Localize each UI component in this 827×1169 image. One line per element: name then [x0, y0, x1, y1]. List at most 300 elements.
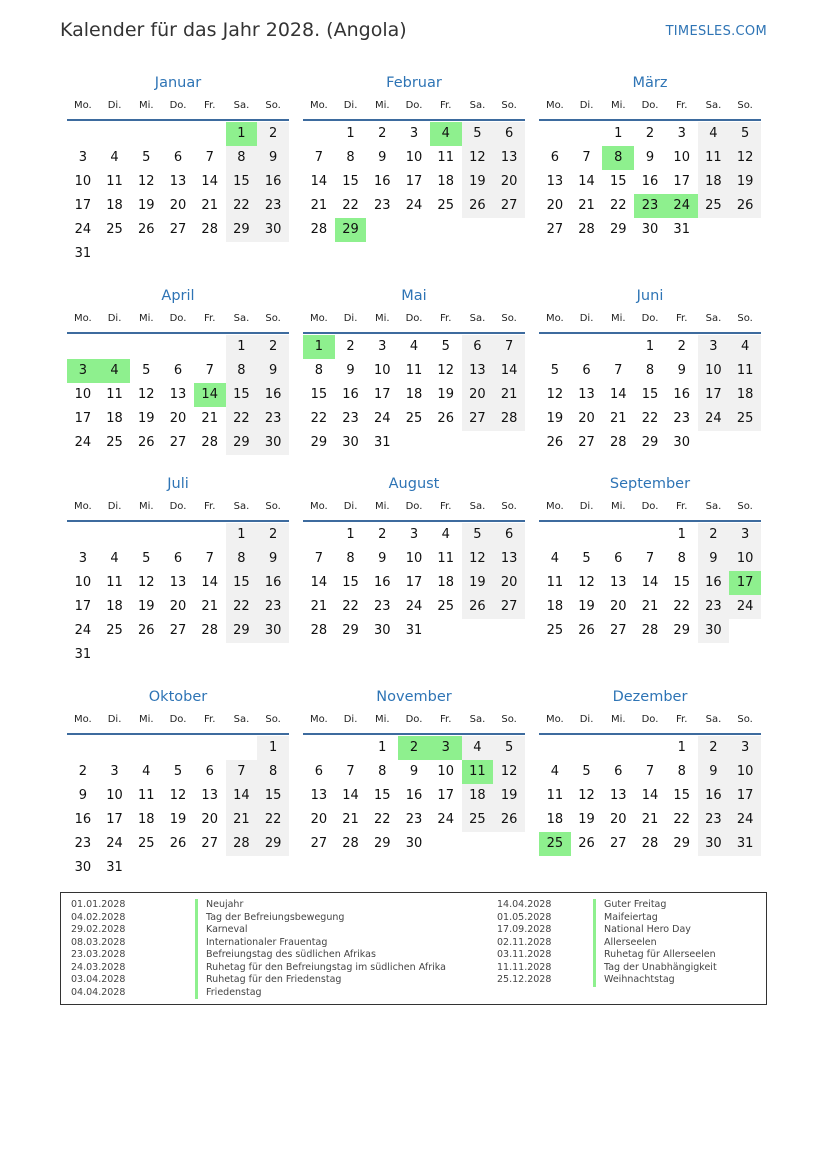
day-cell[interactable]: 26 — [578, 623, 595, 638]
day-cell[interactable]: 22 — [342, 198, 359, 213]
day-cell[interactable]: 13 — [493, 146, 525, 170]
day-cell[interactable]: 15 — [257, 784, 289, 808]
day-cell[interactable]: 26 — [493, 808, 525, 832]
day-cell[interactable]: 28 — [201, 222, 218, 237]
day-cell[interactable]: 16 — [698, 571, 730, 595]
day-cell[interactable]: 25 — [437, 198, 454, 213]
day-cell[interactable]: 10 — [106, 788, 123, 803]
day-cell[interactable]: 4 — [110, 551, 119, 566]
day-cell[interactable]: 7 — [226, 760, 258, 784]
day-cell[interactable]: 20 — [201, 812, 218, 827]
day-cell[interactable]: 6 — [173, 150, 183, 165]
day-cell[interactable]: 22 — [610, 198, 627, 213]
day-cell[interactable]: 1 — [226, 335, 258, 359]
day-cell[interactable]: 19 — [138, 198, 155, 213]
day-cell[interactable]: 8 — [677, 764, 686, 779]
day-cell[interactable]: 13 — [610, 575, 627, 590]
day-cell[interactable]: 3 — [698, 335, 730, 359]
day-cell[interactable]: 12 — [437, 363, 454, 378]
day-cell[interactable]: 12 — [578, 788, 595, 803]
day-cell-holiday[interactable]: 8 — [602, 146, 634, 170]
day-cell[interactable]: 23 — [257, 407, 289, 431]
day-cell[interactable]: 18 — [437, 575, 454, 590]
day-cell[interactable]: 23 — [74, 836, 92, 851]
day-cell[interactable]: 7 — [314, 551, 323, 566]
day-cell[interactable]: 17 — [374, 387, 391, 402]
day-cell[interactable]: 7 — [582, 150, 591, 165]
day-cell[interactable]: 15 — [310, 387, 328, 402]
day-cell[interactable]: 19 — [462, 571, 494, 595]
day-cell[interactable]: 29 — [374, 836, 391, 851]
day-cell[interactable]: 16 — [698, 784, 730, 808]
day-cell[interactable]: 4 — [698, 122, 730, 146]
day-cell[interactable]: 25 — [106, 435, 123, 450]
day-cell[interactable]: 18 — [546, 599, 564, 614]
day-cell[interactable]: 30 — [257, 619, 289, 643]
day-cell[interactable]: 19 — [462, 170, 494, 194]
day-cell[interactable]: 29 — [226, 619, 258, 643]
day-cell[interactable]: 27 — [201, 836, 218, 851]
day-cell[interactable]: 14 — [201, 575, 218, 590]
day-cell[interactable]: 24 — [106, 836, 123, 851]
day-cell[interactable]: 22 — [226, 407, 258, 431]
day-cell[interactable]: 20 — [493, 571, 525, 595]
day-cell[interactable]: 19 — [169, 812, 187, 827]
day-cell[interactable]: 23 — [257, 595, 289, 619]
day-cell[interactable]: 27 — [462, 407, 494, 431]
day-cell[interactable]: 29 — [257, 832, 289, 856]
day-cell[interactable]: 27 — [546, 222, 564, 237]
day-cell[interactable]: 30 — [673, 435, 690, 450]
day-cell[interactable]: 26 — [138, 623, 155, 638]
day-cell[interactable]: 21 — [610, 411, 627, 426]
day-cell[interactable]: 21 — [578, 198, 595, 213]
day-cell[interactable]: 23 — [673, 411, 690, 426]
day-cell[interactable]: 30 — [257, 218, 289, 242]
day-cell[interactable]: 3 — [78, 551, 87, 566]
day-cell[interactable]: 17 — [106, 812, 123, 827]
day-cell[interactable]: 11 — [546, 788, 564, 803]
day-cell[interactable]: 26 — [437, 411, 454, 426]
day-cell[interactable]: 6 — [205, 764, 214, 779]
day-cell[interactable]: 14 — [493, 359, 525, 383]
day-cell-holiday[interactable]: 24 — [666, 194, 698, 218]
day-cell[interactable]: 9 — [677, 363, 686, 378]
day-cell[interactable]: 5 — [582, 551, 591, 566]
day-cell[interactable]: 16 — [257, 383, 289, 407]
day-cell[interactable]: 31 — [74, 647, 92, 662]
day-cell[interactable]: 24 — [74, 623, 92, 638]
day-cell[interactable]: 6 — [462, 335, 494, 359]
day-cell[interactable]: 19 — [546, 411, 564, 426]
day-cell[interactable]: 21 — [310, 198, 328, 213]
day-cell[interactable]: 9 — [378, 551, 387, 566]
day-cell[interactable]: 9 — [257, 146, 289, 170]
day-cell[interactable]: 6 — [173, 363, 183, 378]
day-cell[interactable]: 29 — [610, 222, 627, 237]
day-cell[interactable]: 13 — [169, 387, 187, 402]
brand-logo[interactable]: TIMESLES.COM — [665, 24, 767, 39]
day-cell[interactable]: 28 — [201, 623, 218, 638]
day-cell[interactable]: 20 — [610, 599, 627, 614]
day-cell[interactable]: 30 — [74, 860, 92, 875]
day-cell[interactable]: 24 — [74, 222, 92, 237]
day-cell[interactable]: 13 — [462, 359, 494, 383]
day-cell[interactable]: 8 — [257, 760, 289, 784]
day-cell[interactable]: 18 — [138, 812, 155, 827]
day-cell[interactable]: 24 — [405, 599, 423, 614]
day-cell-holiday[interactable]: 4 — [430, 122, 462, 146]
day-cell[interactable]: 3 — [677, 126, 686, 141]
day-cell[interactable]: 27 — [493, 595, 525, 619]
day-cell[interactable]: 13 — [546, 174, 564, 189]
day-cell[interactable]: 2 — [378, 126, 387, 141]
day-cell[interactable]: 9 — [698, 760, 730, 784]
day-cell[interactable]: 10 — [673, 150, 690, 165]
day-cell[interactable]: 25 — [546, 623, 564, 638]
day-cell[interactable]: 2 — [257, 122, 289, 146]
day-cell[interactable]: 25 — [106, 222, 123, 237]
day-cell[interactable]: 15 — [342, 174, 359, 189]
day-cell[interactable]: 2 — [698, 736, 730, 760]
day-cell[interactable]: 26 — [462, 194, 494, 218]
day-cell[interactable]: 25 — [106, 623, 123, 638]
day-cell[interactable]: 5 — [582, 764, 591, 779]
day-cell[interactable]: 21 — [201, 411, 218, 426]
day-cell[interactable]: 7 — [346, 764, 355, 779]
day-cell[interactable]: 4 — [409, 339, 419, 354]
day-cell[interactable]: 29 — [673, 836, 690, 851]
day-cell[interactable]: 23 — [698, 808, 730, 832]
day-cell[interactable]: 24 — [698, 407, 730, 431]
day-cell[interactable]: 25 — [698, 194, 730, 218]
day-cell[interactable]: 12 — [138, 387, 155, 402]
day-cell[interactable]: 14 — [578, 174, 595, 189]
day-cell[interactable]: 3 — [729, 523, 761, 547]
day-cell[interactable]: 3 — [110, 764, 119, 779]
day-cell[interactable]: 14 — [641, 788, 659, 803]
day-cell[interactable]: 2 — [698, 523, 730, 547]
day-cell[interactable]: 26 — [138, 435, 155, 450]
day-cell[interactable]: 9 — [645, 150, 655, 165]
day-cell[interactable]: 10 — [437, 764, 454, 779]
day-cell[interactable]: 1 — [614, 126, 623, 141]
day-cell[interactable]: 30 — [641, 222, 659, 237]
day-cell[interactable]: 11 — [437, 150, 454, 165]
day-cell[interactable]: 21 — [342, 812, 359, 827]
day-cell[interactable]: 18 — [405, 387, 423, 402]
day-cell[interactable]: 14 — [310, 174, 328, 189]
day-cell[interactable]: 16 — [257, 170, 289, 194]
day-cell[interactable]: 5 — [142, 363, 151, 378]
day-cell[interactable]: 20 — [578, 411, 595, 426]
day-cell[interactable]: 16 — [641, 174, 659, 189]
day-cell[interactable]: 20 — [169, 411, 187, 426]
day-cell[interactable]: 4 — [441, 527, 450, 542]
day-cell[interactable]: 11 — [546, 575, 564, 590]
day-cell[interactable]: 18 — [106, 198, 123, 213]
day-cell[interactable]: 28 — [310, 623, 328, 638]
day-cell[interactable]: 8 — [378, 764, 387, 779]
day-cell[interactable]: 22 — [226, 595, 258, 619]
day-cell[interactable]: 28 — [610, 435, 627, 450]
day-cell[interactable]: 18 — [462, 784, 494, 808]
day-cell[interactable]: 16 — [374, 174, 391, 189]
day-cell[interactable]: 21 — [201, 198, 218, 213]
day-cell[interactable]: 29 — [226, 431, 258, 455]
day-cell[interactable]: 18 — [546, 812, 564, 827]
day-cell[interactable]: 19 — [138, 411, 155, 426]
day-cell[interactable]: 8 — [346, 150, 355, 165]
day-cell[interactable]: 4 — [550, 551, 559, 566]
day-cell[interactable]: 23 — [374, 599, 391, 614]
day-cell[interactable]: 17 — [74, 198, 92, 213]
day-cell[interactable]: 14 — [610, 387, 627, 402]
day-cell[interactable]: 6 — [550, 150, 559, 165]
day-cell[interactable]: 27 — [610, 623, 627, 638]
day-cell[interactable]: 14 — [641, 575, 659, 590]
day-cell[interactable]: 12 — [138, 174, 155, 189]
day-cell[interactable]: 22 — [641, 411, 659, 426]
day-cell[interactable]: 18 — [106, 411, 123, 426]
day-cell[interactable]: 31 — [106, 860, 123, 875]
day-cell[interactable]: 22 — [226, 194, 258, 218]
day-cell[interactable]: 15 — [226, 383, 258, 407]
day-cell[interactable]: 15 — [641, 387, 659, 402]
day-cell[interactable]: 26 — [169, 836, 187, 851]
day-cell[interactable]: 14 — [226, 784, 258, 808]
day-cell[interactable]: 11 — [405, 363, 423, 378]
day-cell[interactable]: 14 — [310, 575, 328, 590]
day-cell[interactable]: 25 — [462, 808, 494, 832]
day-cell[interactable]: 17 — [437, 788, 454, 803]
day-cell[interactable]: 16 — [405, 788, 423, 803]
day-cell[interactable]: 22 — [257, 808, 289, 832]
day-cell[interactable]: 19 — [437, 387, 454, 402]
day-cell[interactable]: 27 — [169, 222, 187, 237]
day-cell[interactable]: 6 — [582, 363, 591, 378]
day-cell[interactable]: 12 — [169, 788, 187, 803]
day-cell[interactable]: 16 — [374, 575, 391, 590]
day-cell[interactable]: 3 — [378, 339, 387, 354]
day-cell[interactable]: 31 — [74, 246, 92, 261]
day-cell[interactable]: 30 — [698, 619, 730, 643]
day-cell[interactable]: 19 — [578, 812, 595, 827]
day-cell[interactable]: 20 — [169, 198, 187, 213]
day-cell[interactable]: 9 — [257, 547, 289, 571]
day-cell[interactable]: 13 — [169, 575, 187, 590]
day-cell[interactable]: 8 — [645, 363, 655, 378]
day-cell[interactable]: 6 — [493, 523, 525, 547]
day-cell[interactable]: 12 — [578, 575, 595, 590]
day-cell[interactable]: 22 — [673, 812, 690, 827]
day-cell[interactable]: 26 — [729, 194, 761, 218]
day-cell[interactable]: 7 — [645, 764, 655, 779]
day-cell[interactable]: 24 — [437, 812, 454, 827]
day-cell[interactable]: 12 — [493, 760, 525, 784]
day-cell[interactable]: 31 — [673, 222, 690, 237]
day-cell[interactable]: 17 — [405, 575, 423, 590]
day-cell[interactable]: 29 — [342, 623, 359, 638]
day-cell[interactable]: 27 — [169, 435, 187, 450]
day-cell[interactable]: 30 — [257, 431, 289, 455]
day-cell[interactable]: 5 — [462, 523, 494, 547]
day-cell[interactable]: 30 — [342, 435, 359, 450]
day-cell[interactable]: 3 — [409, 527, 419, 542]
day-cell[interactable]: 14 — [342, 788, 359, 803]
day-cell[interactable]: 2 — [677, 339, 686, 354]
day-cell[interactable]: 28 — [310, 222, 328, 237]
day-cell[interactable]: 25 — [729, 407, 761, 431]
day-cell[interactable]: 15 — [673, 788, 690, 803]
day-cell[interactable]: 16 — [673, 387, 690, 402]
day-cell[interactable]: 27 — [310, 836, 328, 851]
day-cell[interactable]: 9 — [698, 547, 730, 571]
day-cell[interactable]: 10 — [405, 150, 423, 165]
day-cell[interactable]: 1 — [677, 740, 686, 755]
day-cell[interactable]: 13 — [169, 174, 187, 189]
day-cell[interactable]: 15 — [226, 170, 258, 194]
day-cell[interactable]: 13 — [610, 788, 627, 803]
day-cell[interactable]: 2 — [346, 339, 355, 354]
day-cell[interactable]: 1 — [677, 527, 686, 542]
day-cell[interactable]: 2 — [378, 527, 387, 542]
day-cell[interactable]: 25 — [138, 836, 155, 851]
day-cell[interactable]: 25 — [405, 411, 423, 426]
day-cell[interactable]: 5 — [441, 339, 450, 354]
day-cell[interactable]: 24 — [405, 198, 423, 213]
day-cell[interactable]: 20 — [462, 383, 494, 407]
day-cell[interactable]: 31 — [405, 623, 423, 638]
day-cell[interactable]: 28 — [226, 832, 258, 856]
day-cell[interactable]: 16 — [342, 387, 359, 402]
day-cell[interactable]: 31 — [729, 832, 761, 856]
day-cell[interactable]: 6 — [614, 551, 623, 566]
day-cell[interactable]: 17 — [673, 174, 690, 189]
day-cell[interactable]: 2 — [257, 335, 289, 359]
day-cell[interactable]: 7 — [205, 551, 214, 566]
day-cell-holiday[interactable]: 23 — [634, 194, 666, 218]
day-cell[interactable]: 11 — [729, 359, 761, 383]
day-cell-holiday[interactable]: 25 — [539, 832, 571, 856]
day-cell[interactable]: 26 — [578, 836, 595, 851]
day-cell[interactable]: 4 — [462, 736, 494, 760]
day-cell[interactable]: 9 — [409, 764, 419, 779]
day-cell[interactable]: 10 — [729, 760, 761, 784]
day-cell[interactable]: 16 — [74, 812, 92, 827]
day-cell[interactable]: 10 — [729, 547, 761, 571]
day-cell[interactable]: 28 — [342, 836, 359, 851]
day-cell[interactable]: 22 — [673, 599, 690, 614]
day-cell-holiday[interactable]: 11 — [462, 760, 494, 784]
day-cell[interactable]: 20 — [610, 812, 627, 827]
day-cell[interactable]: 3 — [729, 736, 761, 760]
day-cell[interactable]: 21 — [310, 599, 328, 614]
day-cell[interactable]: 10 — [74, 174, 92, 189]
day-cell[interactable]: 13 — [310, 788, 328, 803]
day-cell-holiday[interactable]: 4 — [99, 359, 131, 383]
day-cell[interactable]: 8 — [226, 547, 258, 571]
day-cell[interactable]: 10 — [74, 575, 92, 590]
day-cell[interactable]: 28 — [578, 222, 595, 237]
day-cell[interactable]: 21 — [493, 383, 525, 407]
day-cell[interactable]: 26 — [462, 595, 494, 619]
day-cell[interactable]: 28 — [493, 407, 525, 431]
day-cell[interactable]: 5 — [173, 764, 183, 779]
day-cell[interactable]: 22 — [374, 812, 391, 827]
day-cell[interactable]: 12 — [462, 146, 494, 170]
day-cell[interactable]: 19 — [729, 170, 761, 194]
day-cell[interactable]: 2 — [645, 126, 655, 141]
day-cell-holiday[interactable]: 2 — [398, 736, 430, 760]
day-cell[interactable]: 5 — [142, 150, 151, 165]
day-cell[interactable]: 12 — [138, 575, 155, 590]
day-cell[interactable]: 5 — [462, 122, 494, 146]
day-cell[interactable]: 9 — [257, 359, 289, 383]
day-cell[interactable]: 28 — [641, 623, 659, 638]
day-cell[interactable]: 5 — [550, 363, 559, 378]
day-cell[interactable]: 30 — [405, 836, 423, 851]
day-cell[interactable]: 23 — [405, 812, 423, 827]
day-cell[interactable]: 18 — [106, 599, 123, 614]
day-cell[interactable]: 7 — [614, 363, 623, 378]
day-cell[interactable]: 23 — [374, 198, 391, 213]
day-cell[interactable]: 7 — [314, 150, 323, 165]
day-cell[interactable]: 9 — [378, 150, 387, 165]
day-cell-holiday[interactable]: 17 — [729, 571, 761, 595]
day-cell[interactable]: 26 — [138, 222, 155, 237]
day-cell[interactable]: 17 — [405, 174, 423, 189]
day-cell[interactable]: 19 — [138, 599, 155, 614]
day-cell[interactable]: 2 — [257, 523, 289, 547]
day-cell[interactable]: 12 — [729, 146, 761, 170]
day-cell[interactable]: 6 — [493, 122, 525, 146]
day-cell[interactable]: 11 — [138, 788, 155, 803]
day-cell[interactable]: 22 — [342, 599, 359, 614]
day-cell[interactable]: 29 — [673, 623, 690, 638]
day-cell[interactable]: 10 — [374, 363, 391, 378]
day-cell[interactable]: 5 — [729, 122, 761, 146]
day-cell[interactable]: 4 — [550, 764, 559, 779]
day-cell-holiday[interactable]: 3 — [67, 359, 99, 383]
day-cell[interactable]: 2 — [78, 764, 87, 779]
day-cell[interactable]: 10 — [74, 387, 92, 402]
day-cell[interactable]: 24 — [729, 595, 761, 619]
day-cell[interactable]: 11 — [106, 387, 123, 402]
day-cell[interactable]: 7 — [205, 363, 214, 378]
day-cell[interactable]: 7 — [493, 335, 525, 359]
day-cell[interactable]: 9 — [78, 788, 87, 803]
day-cell[interactable]: 1 — [346, 126, 355, 141]
day-cell[interactable]: 28 — [201, 435, 218, 450]
day-cell-holiday[interactable]: 14 — [194, 383, 226, 407]
day-cell[interactable]: 21 — [641, 599, 659, 614]
day-cell[interactable]: 23 — [698, 595, 730, 619]
day-cell[interactable]: 18 — [698, 170, 730, 194]
day-cell[interactable]: 17 — [74, 411, 92, 426]
day-cell[interactable]: 31 — [374, 435, 391, 450]
day-cell[interactable]: 10 — [405, 551, 423, 566]
day-cell[interactable]: 26 — [546, 435, 564, 450]
day-cell[interactable]: 11 — [698, 146, 730, 170]
day-cell[interactable]: 21 — [201, 599, 218, 614]
day-cell[interactable]: 12 — [462, 547, 494, 571]
day-cell[interactable]: 1 — [226, 523, 258, 547]
day-cell[interactable]: 1 — [257, 736, 289, 760]
day-cell[interactable]: 13 — [201, 788, 218, 803]
day-cell[interactable]: 13 — [578, 387, 595, 402]
day-cell[interactable]: 22 — [310, 411, 328, 426]
